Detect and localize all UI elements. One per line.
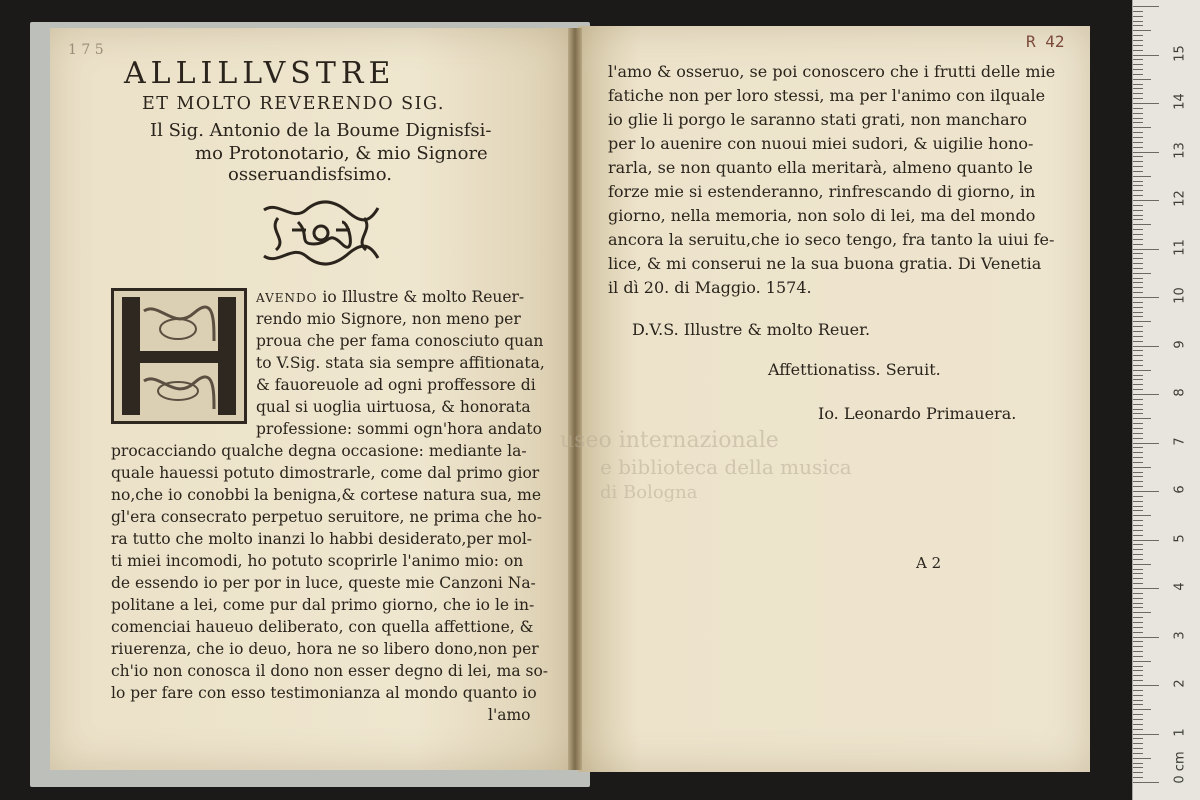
ruler-tick <box>1133 734 1159 735</box>
ruler-number: 9 <box>1172 339 1188 349</box>
ruler-tick <box>1133 181 1143 182</box>
ruler-number: 5 <box>1172 533 1188 543</box>
ruler-tick <box>1133 253 1143 254</box>
ruler-tick <box>1133 224 1151 225</box>
ruler-tick <box>1133 496 1143 497</box>
ruler-tick <box>1133 40 1143 41</box>
ruler-tick <box>1133 724 1143 725</box>
ruler-tick <box>1133 336 1143 337</box>
ruler-tick <box>1133 501 1143 502</box>
ruler-tick <box>1133 438 1143 439</box>
ruler-tick <box>1133 598 1143 599</box>
ruler-tick <box>1133 365 1143 366</box>
ruler-tick <box>1133 6 1159 7</box>
ruler-tick <box>1133 646 1143 647</box>
ruler-tick <box>1133 472 1143 473</box>
body-line: quale hauessi potuto dimostrarle, come dal primo gior <box>111 464 540 482</box>
ruler-tick <box>1133 680 1143 681</box>
ruler-tick <box>1133 282 1143 283</box>
ruler-tick <box>1133 132 1143 133</box>
ruler-tick <box>1133 147 1143 148</box>
ruler-tick <box>1133 573 1143 574</box>
body-line: il dì 20. di Maggio. 1574. <box>608 278 812 297</box>
ruler-tick <box>1133 156 1143 157</box>
ruler-tick <box>1133 307 1143 308</box>
ruler-tick <box>1133 45 1143 46</box>
ruler-number: 1 <box>1172 727 1188 737</box>
ruler-tick <box>1133 268 1143 269</box>
measurement-ruler <box>1132 0 1200 800</box>
body-line: procacciando qualche degna occasione: mediante la- <box>111 442 527 460</box>
ruler-tick <box>1133 457 1143 458</box>
ruler-tick <box>1133 59 1143 60</box>
folio-note: R 42 <box>1026 32 1065 51</box>
body-line: riuerenza, che io deuo, hora ne so libero dono,non per <box>111 640 539 658</box>
ruler-number: 8 <box>1172 388 1188 397</box>
ruler-tick <box>1133 21 1143 22</box>
body-line: comenciai haueuo deliberato, con quella affettione, & <box>111 618 534 636</box>
ruler-tick <box>1133 753 1143 754</box>
ruler-tick <box>1133 79 1151 80</box>
dedication-line-3: osseruandisfsimo. <box>228 164 392 185</box>
ruler-tick <box>1133 593 1143 594</box>
ruler-tick <box>1133 675 1143 676</box>
ruler-tick <box>1133 399 1143 400</box>
ruler-tick <box>1133 152 1159 153</box>
ruler-number: 4 <box>1172 582 1188 591</box>
ruler-tick <box>1133 355 1143 356</box>
ruler-tick <box>1133 341 1143 342</box>
body-line: fatiche non per loro stessi, ma per l'animo con ilquale <box>608 86 1046 105</box>
title-line-2: ET MOLTO REVERENDO SIG. <box>142 94 445 114</box>
ruler-tick <box>1133 404 1143 405</box>
ruler-tick <box>1133 394 1159 395</box>
ruler-tick <box>1133 195 1143 196</box>
ruler-tick <box>1133 360 1143 361</box>
signature-mark: A 2 <box>916 554 942 572</box>
ruler-tick <box>1133 127 1151 128</box>
ruler-tick <box>1133 190 1143 191</box>
ruler-tick <box>1133 93 1143 94</box>
ruler-tick <box>1133 569 1143 570</box>
ruler-tick <box>1133 520 1143 521</box>
ruler-number: 3 <box>1172 630 1188 640</box>
ruler-tick <box>1133 297 1159 298</box>
body-line: lo per fare con esso testimonianza al mondo quanto io <box>111 684 537 702</box>
ruler-tick <box>1133 670 1143 671</box>
ruler-tick <box>1133 530 1143 531</box>
ruler-tick <box>1133 413 1143 414</box>
ruler-tick <box>1133 564 1151 565</box>
ruler-tick <box>1133 738 1143 739</box>
decorated-initial <box>111 288 247 424</box>
ruler-tick <box>1133 210 1143 211</box>
ruler-tick <box>1133 321 1151 322</box>
ruler-tick <box>1133 258 1143 259</box>
catchword: l'amo <box>488 706 531 724</box>
ruler-tick <box>1133 219 1143 220</box>
ruler-tick <box>1133 559 1143 560</box>
ruler-tick <box>1133 346 1159 347</box>
ruler-tick <box>1133 476 1143 477</box>
ruler-tick <box>1133 583 1143 584</box>
ruler-number: 6 <box>1172 485 1188 494</box>
ruler-tick <box>1133 428 1143 429</box>
ruler-tick <box>1133 782 1159 783</box>
ruler-tick <box>1133 292 1143 293</box>
body-line: gl'era consecrato perpetuo seruitore, ne prima che ho- <box>111 508 542 526</box>
ruler-tick <box>1133 491 1159 492</box>
ruler-tick <box>1133 554 1143 555</box>
ruler-tick <box>1133 205 1143 206</box>
ruler-number: 10 <box>1172 287 1188 304</box>
body-line: politane a lei, come pur dal primo giorno, che io le in- <box>111 596 535 614</box>
body-line: per lo auenire con nuoui miei sudori, & uigilie hono- <box>608 134 1034 153</box>
ruler-tick <box>1133 641 1143 642</box>
ruler-tick <box>1133 467 1151 468</box>
ruler-tick <box>1133 98 1143 99</box>
ruler-tick <box>1133 161 1143 162</box>
ruler-tick <box>1133 55 1159 56</box>
signature: Io. Leonardo Primauera. <box>818 404 1017 423</box>
bleed-through-text: e biblioteca della musica <box>600 455 852 479</box>
ruler-tick <box>1133 544 1143 545</box>
ruler-tick <box>1133 651 1143 652</box>
ruler-tick <box>1133 443 1159 444</box>
ruler-tick <box>1133 331 1143 332</box>
ruler-tick <box>1133 690 1143 691</box>
ruler-number: 12 <box>1172 190 1188 207</box>
ruler-tick <box>1133 185 1143 186</box>
ruler-tick <box>1133 607 1143 608</box>
ruler-tick <box>1133 302 1143 303</box>
ruler-tick <box>1133 578 1143 579</box>
ruler-tick <box>1133 375 1143 376</box>
ruler-tick <box>1133 234 1143 235</box>
body-line: & fauoreuole ad ogni proffessore di <box>256 376 536 394</box>
body-line: no,che io conobbi la benigna,& cortese natura sua, me <box>111 486 542 504</box>
ruler-tick <box>1133 244 1143 245</box>
ruler-tick <box>1133 588 1159 589</box>
ruler-tick <box>1133 11 1143 12</box>
body-line: giorno, nella memoria, non solo di lei, ma del mondo <box>608 206 1036 225</box>
ruler-tick <box>1133 423 1143 424</box>
body-line: lice, & mi conserui ne la sua buona gratia. Di Venetia <box>608 254 1042 273</box>
ruler-tick <box>1133 122 1143 123</box>
dedication-line-1: Il Sig. Antonio de la Boume Dignisfsi- <box>150 120 492 141</box>
ruler-tick <box>1133 215 1143 216</box>
ruler-tick <box>1133 627 1143 628</box>
ruler-tick <box>1133 656 1143 657</box>
ruler-tick <box>1133 510 1143 511</box>
ruler-tick <box>1133 25 1143 26</box>
ruler-tick <box>1133 74 1143 75</box>
ruler-tick <box>1133 719 1143 720</box>
ruler-tick <box>1133 171 1143 172</box>
ruler-tick <box>1133 312 1143 313</box>
ruler-tick <box>1133 166 1143 167</box>
ruler-tick <box>1133 549 1143 550</box>
body-line-first <box>256 288 524 306</box>
ruler-tick <box>1133 700 1143 701</box>
ruler-tick <box>1133 695 1143 696</box>
ruler-tick <box>1133 729 1143 730</box>
body-line: qual si uoglia uirtuosa, & honorata <box>256 398 531 416</box>
ruler-tick <box>1133 486 1143 487</box>
ruler-tick <box>1133 661 1151 662</box>
body-line: rarla, se non quanto ella meritarà, almeno quanto le <box>608 158 1033 177</box>
body-line: ra tutto che molto inanzi lo habbi desiderato,per mol- <box>111 530 533 548</box>
closing: Affettionatiss. Seruit. <box>768 360 941 379</box>
ruler-number: 7 <box>1172 436 1188 446</box>
left-page-mark: 1 7 5 <box>68 42 104 58</box>
salutation: D.V.S. Illustre & molto Reuer. <box>632 320 871 339</box>
ruler-tick <box>1133 525 1143 526</box>
body-line: rendo mio Signore, non meno per <box>256 310 521 328</box>
ruler-number: 11 <box>1172 238 1188 256</box>
ruler-tick <box>1133 103 1159 104</box>
ruler-tick <box>1133 16 1143 17</box>
ruler-tick <box>1133 637 1159 638</box>
ruler-tick <box>1133 777 1143 778</box>
ruler-tick <box>1133 384 1143 385</box>
ruler-number: 15 <box>1172 44 1188 62</box>
book-gutter <box>568 28 582 770</box>
body-line: forze mie si estenderanno, rinfrescando di giorno, in <box>608 182 1036 201</box>
ruler-tick <box>1133 515 1151 516</box>
ruler-tick <box>1133 603 1143 604</box>
ruler-tick <box>1133 767 1143 768</box>
ruler-tick <box>1133 462 1143 463</box>
ruler-tick <box>1133 84 1143 85</box>
ruler-tick <box>1133 632 1143 633</box>
ruler-number: 14 <box>1172 93 1188 110</box>
ruler-tick <box>1133 64 1143 65</box>
ruler-tick <box>1133 118 1143 119</box>
ruler-tick <box>1133 142 1143 143</box>
ruler-tick <box>1133 88 1143 89</box>
ruler-tick <box>1133 704 1143 705</box>
ruler-tick <box>1133 709 1151 710</box>
body-line: to V.Sig. stata sia sempre affitionata, <box>256 354 545 372</box>
body-line: proua che per fama conosciuto quan <box>256 332 544 350</box>
ruler-tick <box>1133 239 1143 240</box>
body-line: ancora la seruitu,che io seco tengo, fra tanto la uiui fe- <box>608 230 1055 249</box>
ruler-tick <box>1133 758 1151 759</box>
ruler-tick <box>1133 35 1143 36</box>
ruler-tick <box>1133 617 1143 618</box>
body-line: ch'io non conosca il dono non esser degno di lei, ma so- <box>111 662 549 680</box>
ruler-tick <box>1133 50 1143 51</box>
ruler-tick <box>1133 137 1143 138</box>
ruler-tick <box>1133 714 1143 715</box>
ruler-tick <box>1133 263 1143 264</box>
ruler-tick <box>1133 370 1151 371</box>
ruler-tick <box>1133 229 1143 230</box>
ruler-tick <box>1133 743 1143 744</box>
body-line: ti miei incomodi, ho potuto scoprirle l'animo mio: on <box>111 552 524 570</box>
ruler-tick <box>1133 409 1143 410</box>
ruler-tick <box>1133 622 1143 623</box>
body-text: io Illustre & molto Reuer- <box>322 288 525 306</box>
ornament-icon <box>258 200 384 266</box>
ruler-tick <box>1133 540 1159 541</box>
ruler-tick <box>1133 418 1151 419</box>
ruler-tick <box>1133 748 1143 749</box>
ruler-tick <box>1133 69 1143 70</box>
first-word: AVENDO <box>256 291 318 305</box>
ruler-tick <box>1133 389 1143 390</box>
ruler-number: 13 <box>1172 141 1188 159</box>
body-line: de essendo io per por in luce, queste mie Canzoni Na- <box>111 574 536 592</box>
ruler-tick <box>1133 433 1143 434</box>
ruler-tick <box>1133 379 1143 380</box>
ruler-tick <box>1133 278 1143 279</box>
ruler-number: 0 cm <box>1172 751 1188 784</box>
ruler-tick <box>1133 273 1151 274</box>
ruler-number: 2 <box>1172 679 1188 688</box>
ruler-tick <box>1133 447 1143 448</box>
ruler-tick <box>1133 200 1159 201</box>
ruler-tick <box>1133 249 1159 250</box>
body-line: l'amo & osseruo, se poi conoscero che i frutti delle mie <box>608 62 1056 81</box>
ruler-tick <box>1133 452 1143 453</box>
ruler-tick <box>1133 108 1143 109</box>
ruler-tick <box>1133 176 1151 177</box>
ruler-tick <box>1133 287 1143 288</box>
ruler-tick <box>1133 481 1143 482</box>
ruler-tick <box>1133 666 1143 667</box>
ruler-tick <box>1133 535 1143 536</box>
bleed-through-text: useo internazionale <box>560 428 779 453</box>
dedication-line-2: mo Protonotario, & mio Signore <box>195 143 488 164</box>
body-line: professione: sommi ogn'hora andato <box>256 420 542 438</box>
ruler-tick <box>1133 326 1143 327</box>
ruler-tick <box>1133 350 1143 351</box>
ruler-tick <box>1133 506 1143 507</box>
ruler-tick <box>1133 113 1143 114</box>
body-line: io glie li porgo le saranno stati grati, non mancharo <box>608 110 1027 129</box>
ruler-tick <box>1133 685 1159 686</box>
ruler-tick <box>1133 30 1151 31</box>
ruler-tick <box>1133 772 1143 773</box>
bleed-through-text: di Bologna <box>600 482 698 503</box>
title-line-1: ALLILLVSTRE <box>124 56 396 91</box>
ruler-tick <box>1133 316 1143 317</box>
ruler-tick <box>1133 763 1143 764</box>
ruler-tick <box>1133 612 1151 613</box>
